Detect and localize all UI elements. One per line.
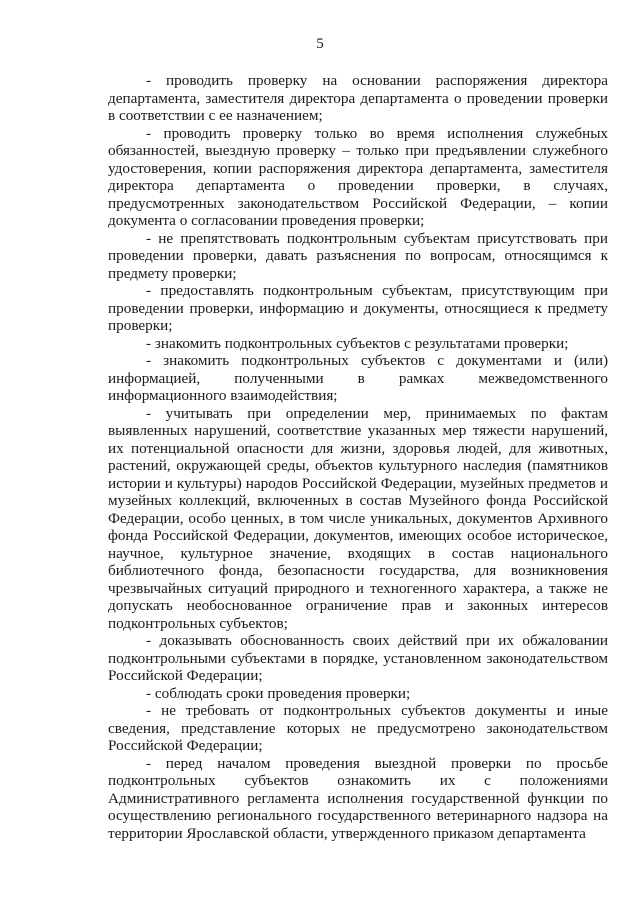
- paragraph: - знакомить подконтрольных субъектов с документами и (или) информацией, полученными в рамках межведомственного информационного взаимодействия;: [108, 352, 608, 404]
- paragraph: - знакомить подконтрольных субъектов с результатами проверки;: [146, 334, 569, 352]
- paragraph: - перед началом проведения выездной проверки по просьбе подконтрольных субъектов ознакомить их с положениями Административного регламента исполнения государственной функции по осуществлению регионального государственного ветеринарного надзора на территории Ярославской области, утвержденного приказом департамента: [108, 754, 608, 842]
- paragraph: - учитывать при определении мер, принимаемых по фактам выявленных нарушений, соответствие указанных мер тяжести нарушений, их потенциальной опасности для жизни, здоровья людей, для животных, растений, окружающей среды, объектов культурного наследия (памятников истории и культуры) народов Российской Федерации, музейных предметов и музейных коллекций, включенных в состав Музейного фонда Российской Федерации, особо ценных, в том числе уникальных, документов Архивного фонда Российской Федерации, документов, имеющих особое историческое, научное, культурное значение, входящих в состав национального библиотечного фонда, безопасности государства, для возникновения чрезвычайных ситуаций природного и техногенного характера, а также не допускать необоснованное ограничение прав и законных интересов подконтрольных субъектов;: [108, 404, 608, 632]
- paragraph: - проводить проверку только во время исполнения служебных обязанностей, выездную проверку – только при предъявлении служебного удостоверения, копии распоряжения директора департамента, заместителя директора департамента о проведении проверки, в случаях, предусмотренных законодательством Российской Федерации, – копии документа о согласовании проведения проверки;: [108, 124, 608, 229]
- paragraph: - проводить проверку на основании распоряжения директора департамента, заместителя директора департамента о проведении проверки в соответствии с ее назначением;: [108, 72, 608, 124]
- paragraph: - соблюдать сроки проведения проверки;: [146, 684, 411, 702]
- paragraph: - доказывать обоснованность своих действий при их обжаловании подконтрольными субъектами в порядке, установленном законодательством Российской Федерации;: [108, 632, 608, 684]
- paragraph: - не требовать от подконтрольных субъектов документы и иные сведения, представление которых не предусмотрено законодательством Российской Федерации;: [108, 702, 608, 754]
- paragraph: - не препятствовать подконтрольным субъектам присутствовать при проведении проверки, давать разъяснения по вопросам, относящимся к предмету проверки;: [108, 229, 608, 282]
- paragraph: - предоставлять подконтрольным субъектам, присутствующим при проведении проверки, информацию и документы, относящиеся к предмету проверки;: [108, 282, 608, 334]
- document-body: [108, 72, 608, 842]
- page-number: 5: [316, 36, 324, 52]
